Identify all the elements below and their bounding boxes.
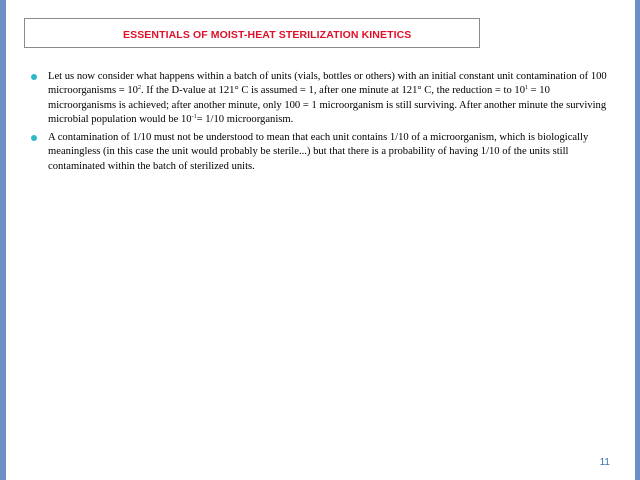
bullet-item-2	[28, 131, 618, 174]
bullet-1-text: Let us now consider what happens within a batch of units (vials, bottles or others) with an initial constant unit contamination of 100 microorganisms = $10^2$. If the D-value at 121° C is assumed = 1, after one minute at 121° C, the reduction = to $10^1 = 10$ microorganisms is achieved; after another minute, only 100 = 1 microorganism is still surviving. After another minute the surviving microbial population would be $10^{-1}= 1/10$ microorganism.	[48, 71, 607, 125]
bullet-2-text: A contamination of 1/10 must not be understood to mean that each unit contains 1/10 of a microorganism, which is biologically meaningless (in this case the unit would probably be sterile...) but that there is a probability of having 1/10 of the units still contaminated within the batch of sterilized units.	[48, 132, 589, 172]
bullet-dot-icon	[31, 135, 37, 141]
slide-title: ESSENTIALS OF MOIST-HEAT STERILIZATION KINETICS	[123, 29, 412, 41]
bullet-item-1	[28, 70, 618, 127]
slide-body	[28, 70, 618, 178]
page-number: 11	[599, 457, 610, 468]
bullet-dot-icon	[31, 74, 37, 80]
right-accent-bar	[635, 0, 640, 480]
left-accent-bar	[0, 0, 6, 480]
title-box	[24, 18, 480, 48]
